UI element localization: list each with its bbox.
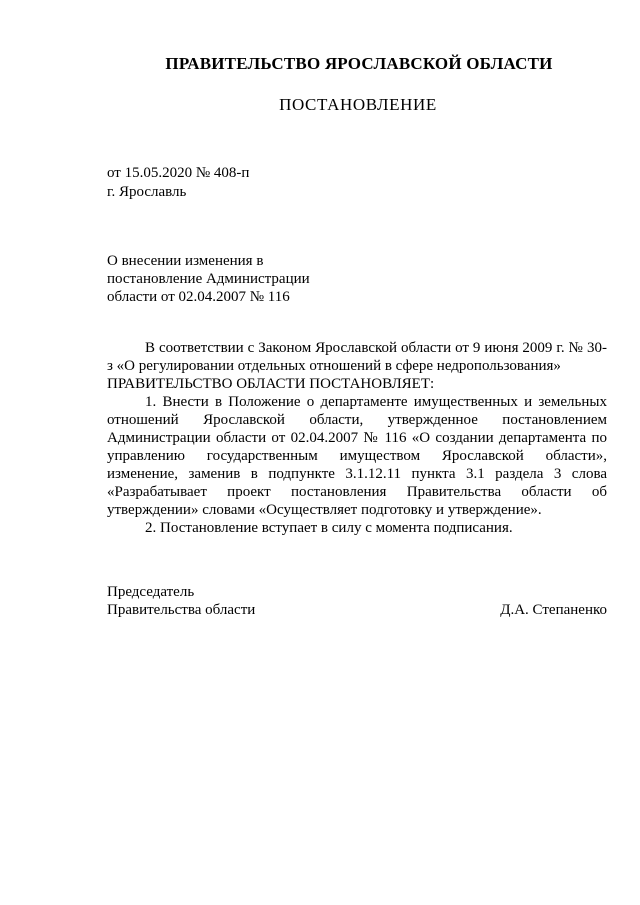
- document-body: [107, 339, 607, 537]
- document-type: ПОСТАНОВЛЕНИЕ: [279, 95, 437, 114]
- signer-name: Д.А. Степаненко: [500, 602, 607, 618]
- date-number: от 15.05.2020 № 408-п: [107, 165, 250, 181]
- government-title: ПРАВИТЕЛЬСТВО ЯРОСЛАВСКОЙ ОБЛАСТИ: [165, 54, 553, 73]
- document-subject: [107, 252, 310, 306]
- signer-title-line2: Правительства области: [107, 602, 256, 618]
- item-2-paragraph: 2. Постановление вступает в силу с момента подписания.: [145, 520, 513, 536]
- resolve-statement: ПРАВИТЕЛЬСТВО ОБЛАСТИ ПОСТАНОВЛЯЕТ:: [107, 376, 435, 392]
- signer-title-line1: Председатель: [107, 584, 195, 600]
- signature-block: [107, 583, 607, 619]
- subject-line: области от 02.04.2007 № 116: [107, 289, 290, 305]
- subject-line: постановление Администрации: [107, 271, 310, 287]
- item-1-paragraph: 1. Внести в Положение о департаменте имущественных и земельных отношений Ярославской области, утвержденное постановлением Администрации области от 02.04.2007 № 116 «О создании департамента по управлению государственным имуществом Ярославской области», изменение, заменив в подпункте 3.1.12.11 пункта 3.1 раздела 3 слова «Разрабатывает проект постановления Правительства области об утверждении» словами «Осуществляет подготовку и утверждение».: [107, 394, 607, 518]
- preamble-paragraph: В соответствии с Законом Ярославской области от 9 июня 2009 г. № 30-з «О регулировании отдельных отношений в сфере недропользования»: [107, 340, 607, 374]
- subject-line: О внесении изменения в: [107, 253, 264, 269]
- city: г. Ярославль: [107, 184, 187, 200]
- signature-row: [107, 601, 607, 619]
- document-meta: [107, 164, 249, 202]
